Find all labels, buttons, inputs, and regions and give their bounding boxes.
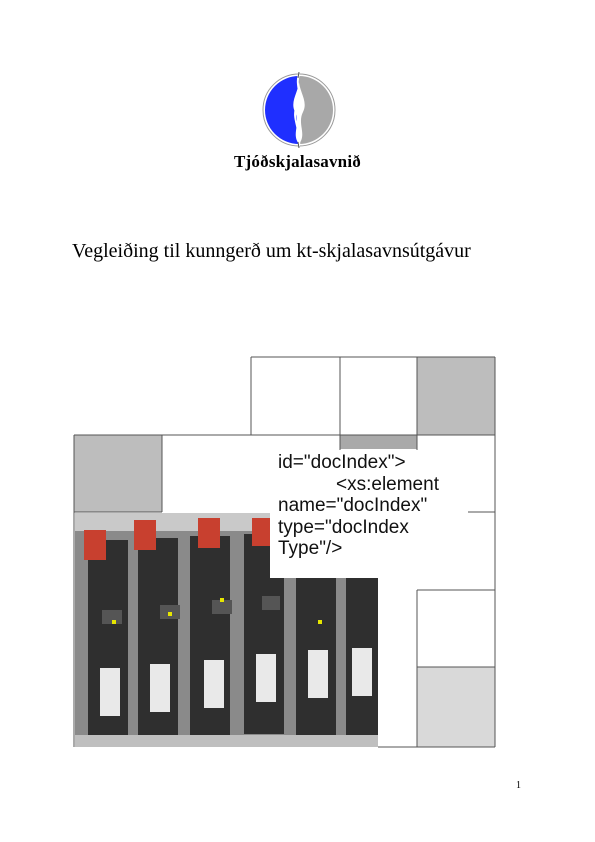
grey-block <box>417 357 495 435</box>
server-blade <box>296 560 336 736</box>
grey-bar <box>340 435 417 449</box>
code-snippet <box>278 452 478 560</box>
server-blade <box>190 518 232 736</box>
code-line: Type"/> <box>278 538 343 559</box>
code-line: name="docIndex" <box>278 495 428 516</box>
server-blade <box>84 530 128 740</box>
organization-name: Tjóðskjalasavnið <box>234 152 361 171</box>
code-line: type="docIndex <box>278 516 409 538</box>
light-grey-block <box>417 667 495 747</box>
server-blade <box>134 520 180 738</box>
grey-block <box>74 435 162 512</box>
code-line: <xs:element <box>336 473 439 495</box>
document-title: Vegleiðing til kunngerð um kt-skjalasavnsútgávur <box>72 240 471 262</box>
code-line: id="docIndex"> <box>278 452 406 473</box>
server-blade <box>346 560 378 736</box>
page-number: 1 <box>516 780 521 791</box>
